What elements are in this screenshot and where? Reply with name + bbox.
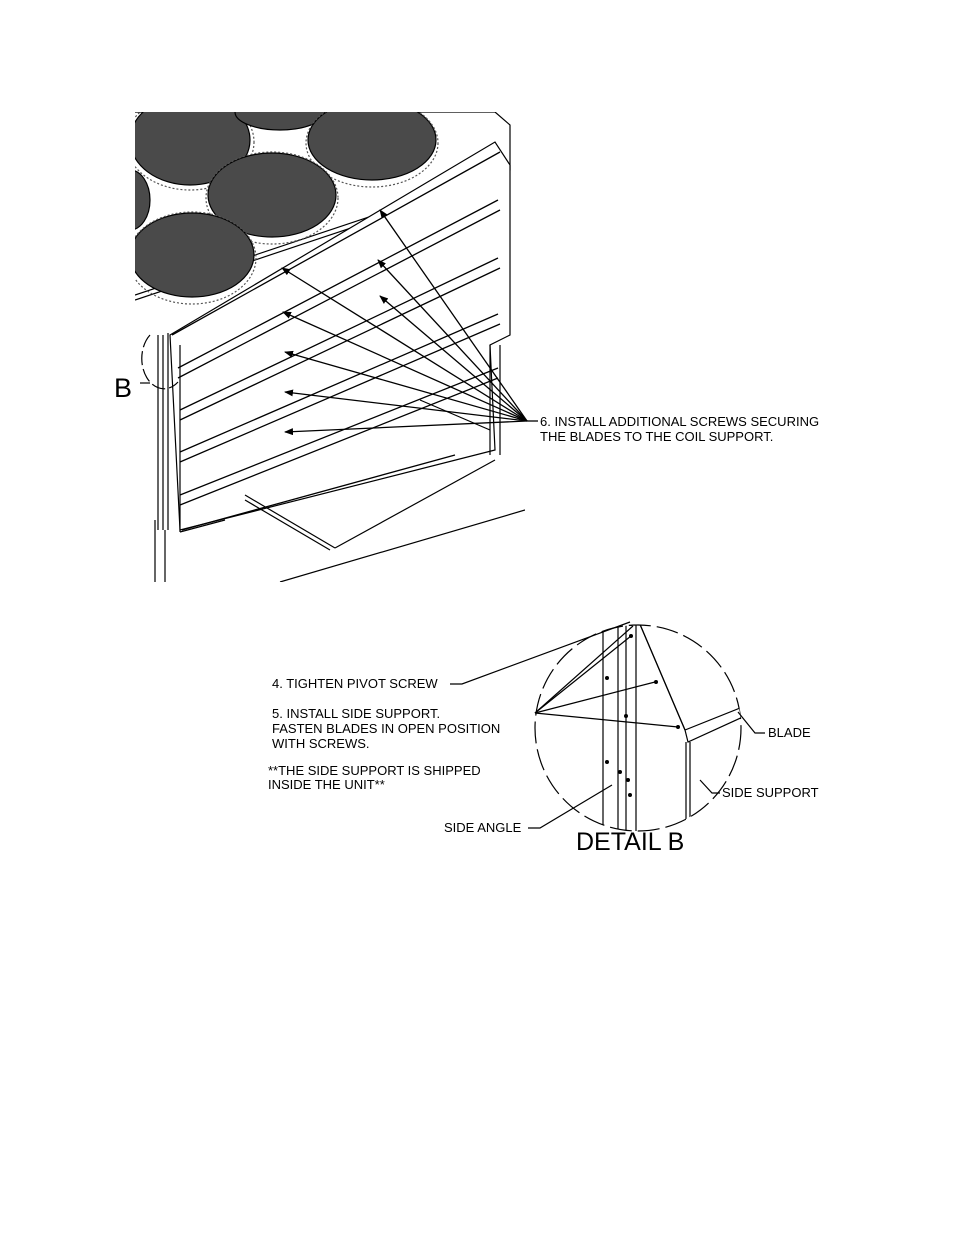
fan-top-right <box>308 100 436 180</box>
blade-label: BLADE <box>768 725 811 740</box>
fan-left-edge <box>110 170 150 230</box>
step5-line2: FASTEN BLADES IN OPEN POSITION <box>272 721 501 736</box>
step5-line3: WITH SCREWS. <box>272 736 370 751</box>
step4-label: 4. TIGHTEN PIVOT SCREW <box>272 676 438 691</box>
step6-line2: THE BLADES TO THE COIL SUPPORT. <box>540 429 774 444</box>
detail-side-support <box>686 742 690 840</box>
side-support-label: SIDE SUPPORT <box>722 785 819 800</box>
detail-marker-label: B <box>114 373 133 403</box>
step5-line1: 5. INSTALL SIDE SUPPORT. <box>272 706 441 721</box>
detail-screws <box>605 618 680 797</box>
unit-isometric-view <box>110 94 525 582</box>
detail-b-view <box>268 610 819 856</box>
note-line2: INSIDE THE UNIT** <box>268 777 385 792</box>
step6-line1: 6. INSTALL ADDITIONAL SCREWS SECURING <box>540 414 820 429</box>
detail-title: DETAIL B <box>576 828 685 856</box>
side-angle-label: SIDE ANGLE <box>444 820 522 835</box>
note-line1: **THE SIDE SUPPORT IS SHIPPED <box>268 763 481 778</box>
fan-bottom-left <box>130 213 254 297</box>
